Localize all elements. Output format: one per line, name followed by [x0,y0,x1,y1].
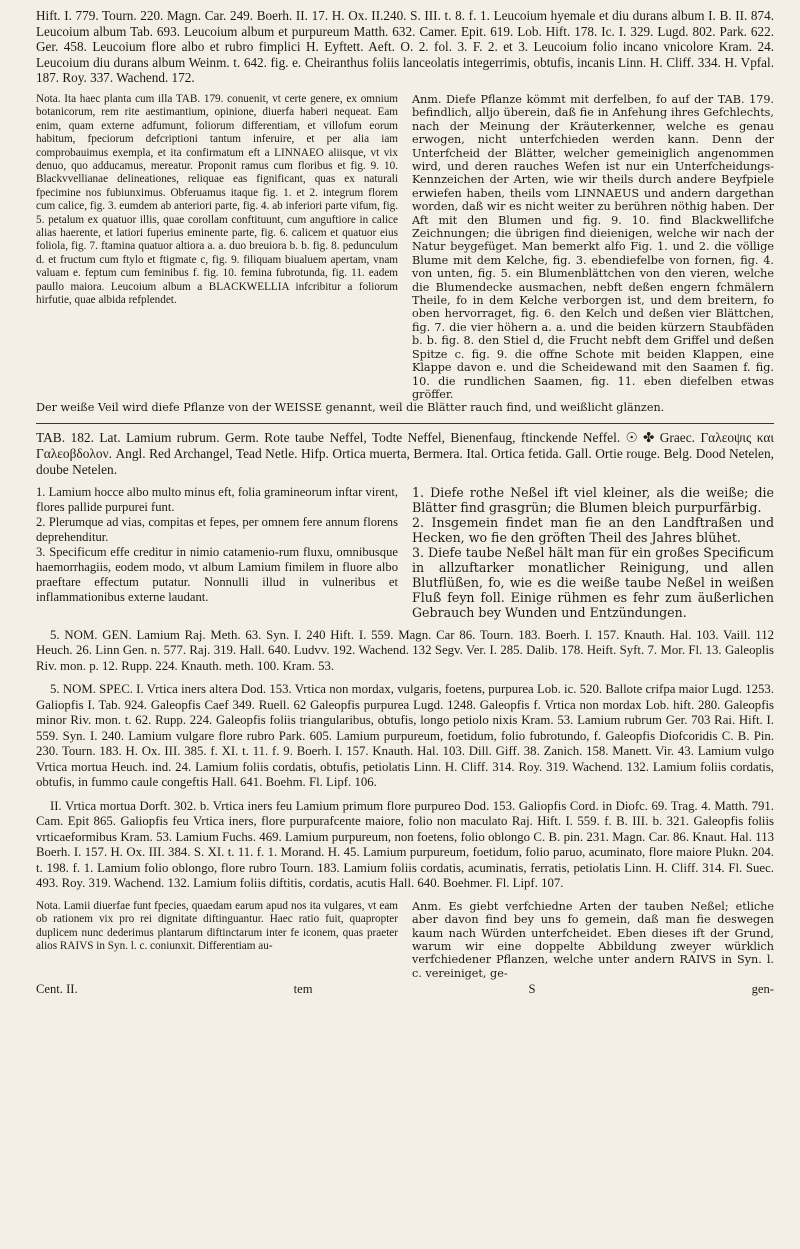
nota-german: Anm. Diefe Pflanze kömmt mit derfelben, fo auf der TAB. 179. befindlich, alljo überein, daß fie in Anfehung ihres Gefchlechts, nach der Meinung der Kräuterkenner, welche es genau erwogen, nicht unterfchieden werden kann. Denn der Unterfcheid der Blätter, welcher gemeiniglich angenommen wird, und deren rauches Wefen ist nur ein Unterfcheidungs-Kennzeichen der Arten, wie wir theils durch andere Beyfpiele erwiefen haben, theils vom LINNAEUS und andern dargethan worden, daß wir es nicht weiter zu berühren nöthig haben. Der Aft mit den Blumen und fig. 9. 10. find Blackwellifche Zeichnungen; die übrigen find dieienigen, welche wir nach der Natur beygefüget. Man bemerkt alfo Fig. 1. und 2. die völlige Blume mit dem Kelche, fig. 3. ebendiefelbe von fornen, fig. 4. von unten, fig. 5. ein Blumenblättchen von den vieren, welche die Blumendecke ausmachen, nebft deßen engern fchmälern Theile, fo in dem Kelche verborgen ist, und dem breitern, fo oben hervorraget, fig. 6. den Kelch und deßen vier Blättchen, fig. 7. die vier höhern a. a. und die beiden kürzern Staubfäden b. b. fig. 8. den Stiel d, die Frucht nebft dem Griffel und deßen Spitze c. fig. 9. die offne Schote mit beiden Klappen, eine Klappe davon e. und die Scheidewand mit den Saamen f. fig. 10. die rundlichen Saamen, fig. 11. eben diefelben etwas gröffer. [412,92,774,401]
latin-item-2: 2. Plerumque ad vias, compitas et fepes, per omnem fere annum florens deprehenditur. [36,514,398,544]
nota-latin: Nota. Ita haec planta cum illa TAB. 179. conuenit, vt certe genere, ex omnium botanicorum, rem rite aestimantium, opinione, diuerfa haberi nequeat. Eam enim, quam externe adfumunt, foliorum differentiam, et villofum eorum habitum, fpeciorum defcriptioni tantum inferuire, et per alia iam comprobauimus exempla, et ita confirmatum eft a LINNAEO aliisque, vt vix denuo, quo adducamus, mereatur. Proponit ramus cum floribus et fig. 9. 10. Blackvvellianae delineationes, reliquae eas fignificant, quas ex naturali fpecimine nos fubiunximus. Obferuamus itaque fig. 1. et 2. integrum florem cum calice, fig. 3. eumdem ab anteriori parte, fig. 4. ab inferiori parte vifum, fig. 5. petalum ex quatuor illis, quae corollam conftituunt, cum anguftiore in calice alias haerente, et latiori fuperius eminente parte, fig. 6. calicem et quatuor eius foliola, fig. 7. ftamina quatuor altiora a. a. duo breuiora b. b. fig. 8. pedunculum d. et fructum cum ftylo et ftigmate c, fig. 9. filiquam biualuem apertam, vnam valuam e. feptum cum feminibus f. fig. 10. femina fubrotunda, fig. 11. eadem paullo maiora. Leucoium album a BLACKWELLIA infcribitur a foliorum hirfutie, quae albida refplendet. [36,92,398,307]
description-columns [36,485,774,620]
page-footer [36,982,774,997]
german-item-2: 2. Insgemein findet man fie an den Landftraßen und Hecken, wo fie den gröften Theil des Jahres blühet. [412,514,774,545]
nota-german-end: Der weiße Veil wird diefe Pflanze von der WEISSE genannt, weil die Blätter rauch find, und weißlicht glänzen. [36,401,665,415]
nom-spec-ii: II. Vrtica mortua Dorft. 302. b. Vrtica iners feu Lamium primum flore purpureo Dod. 153. Galiopfis Cord. in Diofc. 69. Trag. 4. Matth. 791. Cam. Epit 865. Galiopfis feu Vrtica iners, flore purpurafcente maiore, folio non maculato Raj. Hift. I. 559. f. B. III. b. 321. Galeopfis foliis vrticaeformibus Kram. 53. Lamium Fuchs. 469. Lamium purpureum, non foetens, folio oblongo C. B. pin. 231. Magn. Car. 86. Knaut. Hal. 113 Boerh. I. 157. H. Ox. III. 384. S. XI. t. 11. f. 1. Morand. H. 45. Lamium purpureum, foetidum, folio paruo, acuminato, flore maiore Plukn. 204. t. 198. f. 1. Lamium folio oblongo, flore rubro Tourn. 183. Lamium foliis cordatis, acuminatis, ferratis, petiolatis Linn. H. Cliff. 314. Fl. Suec. 493. Roy. 319. Wachend. 132. Lamium foliis diftitis, cordatis, acutis Hall. 640. Boehmer. Fl. Lipf. 107. [36,798,774,891]
nota2-latin: Nota. Lamii diuerfae funt fpecies, quaedam earum apud nos ita vulgares, vt eam ob rationem vix pro rei dignitate diftinguantur. Haec ratio fuit, quapropter duplicem nunc dederimus plantarum diftinctarum inter fe iconem, quas praeter alios RAIVS in Syn. l. c. coniunxit. Differentiam au- [36,899,398,952]
german-description [412,485,774,620]
synonym-block: Hift. I. 779. Tourn. 220. Magn. Car. 249. Boerh. II. 17. H. Ox. II.240. S. III. t. 8. f. 1. Leucoium hyemale et diu durans album I. B. II. 874. Leucoium album Tab. 693. Leucoium album et purpureum Matth. 632. Camer. Epit. 619. Lob. Hift. 178. Ic. I. 329. Lugd. 802. Park. 622. Ger. 458. Leucoium flore albo et rubro fimplici H. Eyftett. Aeft. O. 2. fol. 3. F. 2. et 3. Leucoium folio incano vnicolore Kram. 24. Leucoium diu durans album Weinm. t. 642. fig. e. Cheiranthus foliis lanceolatis integerrimis, obtufis, incanis Linn. H. Cliff. 334. H. Vpfal. 187. Roy. 337. Wachend. 172. [36,8,774,86]
nota2-german: Anm. Es giebt verfchiedne Arten der tauben Neßel; etliche aber davon find bey uns fo gemein, daß man fie deswegen kaum nach Würden unterfcheidet. Eben dieses ift der Grund, warum wir eine doppelte Abbildung zweyer würklich verfchiedener Pflanzen, welche unter andern RAIVS in Syn. l. c. vereiniget, ge- [412,899,774,980]
german-item-3: 3. Diefe taube Neßel hält man für ein großes Specificum in allzuftarker monatlicher Reinigung, und allen Blutflüßen, fo, wie es die weiße taube Neßel in weißen Fluß feyn foll. Einige rühmen es fehr zum äußerlichen Gebrauch bey Wunden und Entzündungen. [412,544,774,620]
footer-signature-letter: S [528,982,536,997]
nom-spec: 5. NOM. SPEC. I. Vrtica iners altera Dod. 153. Vrtica non mordax, vulgaris, foetens, purpurea Lob. ic. 520. Ballote crifpa maior Lugd. 1253. Galiopfis I. Tab. 924. Galeopfis Caef 349. Ruell. 62 Galeopfis purpurea Lugd. 1248. Galeopfis f. Vrtica non mordax Lob. hift. 280. Galeopfis minor Riv. mon. t. 62. Rupp. 224. Galeopfis foliis triangularibus, obtufis, longo petiolo nixis Kram. 53. Lamium rubrum Ger. 703 Rai. Hift. I. 559. Syn. I. 240. Lamium vulgare flore rubro Park. 605. Lamium purpureum, foetidum, folio fubrotundo, f. Galeopfis Diofcoridis C. B. Pin. 230. Tourn. 183. H. Ox. III. 385. f. XI. t. 11. f. 9. Boerh. I. 157. Knauth. Hal. 103. Dill. Giff. 38. Zanich. 158. Manett. Vir. 43. Lamium vulgo Vrtica mortua Heuch. ind. 24. Lamium foliis cordatis, obtufis, petiolatis Linn. H. Cliff. 314. Roy. 319. Wachend. 132. Lamium foliis cordatis, obtufis, in fummo caule congeftis Hall. 641. Boehm. Fl. Lipf. 106. [36,682,774,790]
nota-columns [36,93,774,401]
footer-catchword-latin: tem [293,982,313,997]
divider [36,423,774,424]
latin-item-3: 3. Specificum effe creditur in nimio catamenio-rum fluxu, omnibusque haemorrhagiis, eodem modo, vt album Lamium fimilem in fluore albo praeftare effectum putatur. Nonnulli illud in vulneribus et inflammationibus externe laudant. [36,544,398,604]
footer-catchword-german: gen- [751,982,774,997]
footer-signature-cent: Cent. II. [36,982,78,997]
german-item-1: 1. Diefe rothe Neßel ift viel kleiner, als die weiße; die Blätter find grasgrün; die Blumen bleich purpurfärbig. [412,484,774,515]
nom-gen: 5. NOM. GEN. Lamium Raj. Meth. 63. Syn. I. 240 Hift. I. 559. Magn. Car 86. Tourn. 183. Boerh. I. 157. Knauth. Hal. 103. Vaill. 112 Heuch. 26. Linn Gen. n. 577. Raj. 319. Hall. 640. Ludvv. 192. Wachend. 132 Segv. Ver. I. 285. Dalib. 178. Heift. Syft. 7. Mor. Fl. 13. Galeoplis Riv. mon. p. 12. Rupp. 224. Knauth. meth. 100. Kram. 53. [36,627,774,673]
tab-heading: TAB. 182. Lat. Lamium rubrum. Germ. Rote taube Neffel, Todte Neffel, Bienenfaug, ftinckende Neffel. ☉ ✤ Graec. Γαλεοψις και Γαλεοβδολον. Angl. Red Archangel, Tead Netle. Hifp. Ortica muerta, Bermera. Ital. Ortica fetida. Gall. Ortie rouge. Belg. Dood Netelen, doube Netelen. [36,429,774,477]
latin-item-1: 1. Lamium hocce albo multo minus eft, folia gramineorum inftar virent, flores pallide purpurei funt. [36,484,398,514]
latin-description [36,485,398,620]
nota2-columns [36,900,774,980]
